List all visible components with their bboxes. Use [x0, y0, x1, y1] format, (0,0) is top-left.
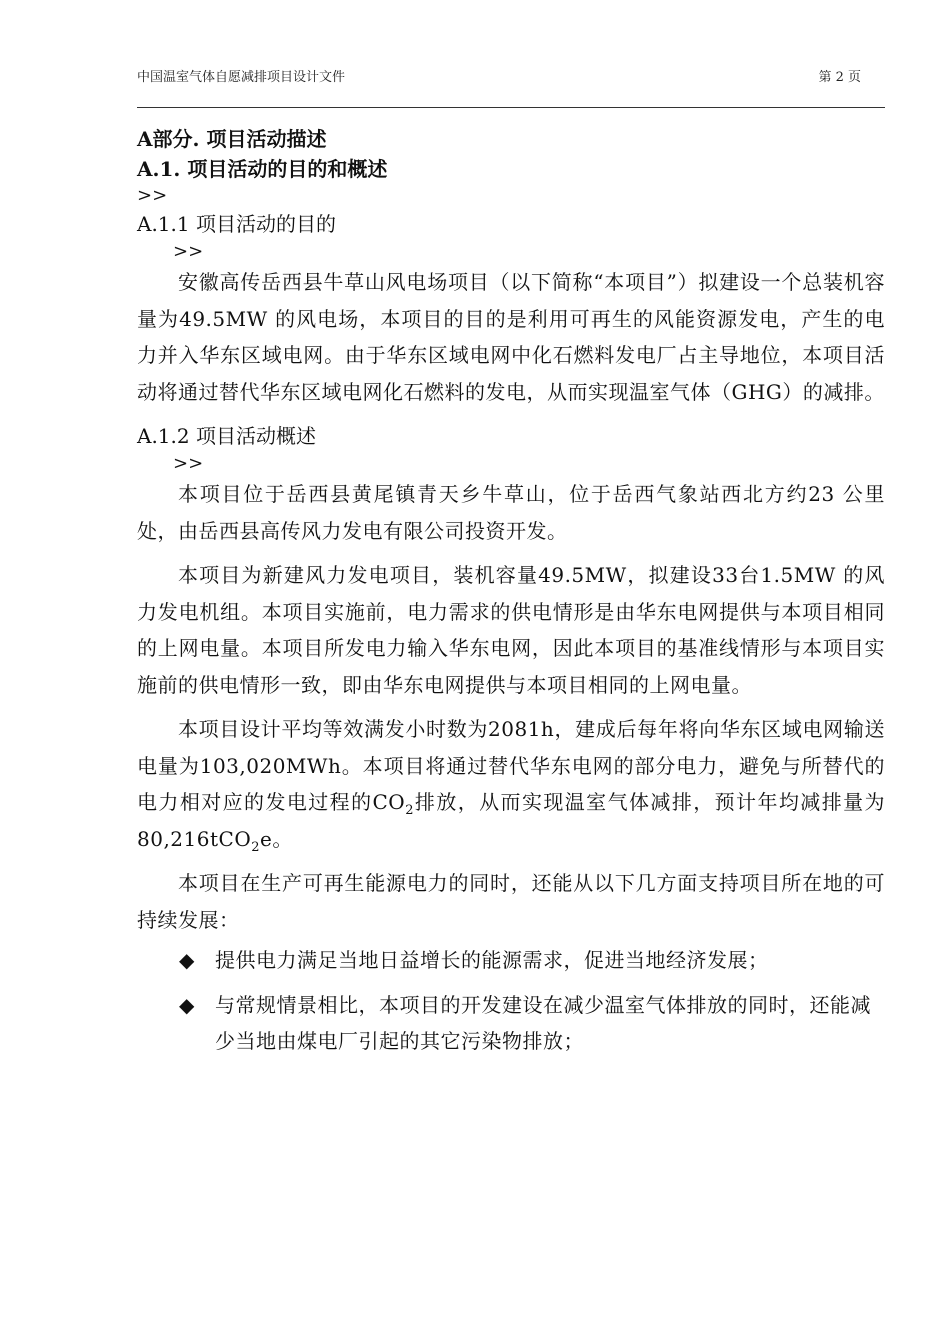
section-heading: A部分. 项目活动描述	[137, 127, 327, 151]
list-item: ◆ 与常规情景相比，本项目的开发建设在减少温室气体排放的同时，还能减少当地由煤电厂引起的其它污染物排放；	[137, 987, 885, 1060]
diamond-bullet-icon: ◆	[179, 948, 195, 972]
overview-paragraph-1: 本项目位于岳西县黄尾镇青天乡牛草山，位于岳西气象站西北方约23 公里处，由岳西县高传风力发电有限公司投资开发。	[137, 482, 885, 543]
overview-paragraph-2: 本项目为新建风力发电项目，装机容量49.5MW，拟建设33台1.5MW 的风力发电机组。本项目实施前，电力需求的供电情形是由华东电网提供与本项目相同的上网电量。本项目所发电力输入华东电网，因此本项目的基准线情形与本项目实施前的供电情形一致，即由华东电网提供与本项目相同的上网电量。	[137, 563, 885, 697]
section-marker: >>	[137, 185, 168, 206]
subsection-heading: A.1. 项目活动的目的和概述	[137, 157, 388, 181]
subscript-2: 2	[405, 803, 414, 818]
purpose-heading: A.1.1 项目活动的目的	[137, 212, 336, 236]
diamond-bullet-icon: ◆	[179, 992, 195, 1017]
list-item: ◆ 提供电力满足当地日益增长的能源需求，促进当地经济发展；	[137, 942, 885, 979]
overview-heading: A.1.2 项目活动概述	[137, 424, 316, 448]
purpose-paragraph: 安徽高传岳西县牛草山风电场项目（以下简称“本项目”）拟建设一个总装机容量为49.5MW 的风电场，本项目的目的是利用可再生的风能资源发电，产生的电力并入华东区域电网。由于华东区域电网中化石燃料发电厂占主导地位，本项目活动将通过替代华东区域电网化石燃料的发电，从而实现温室气体（GHG）的减排。	[137, 270, 885, 404]
subscript-2: 2	[251, 839, 260, 855]
overview-paragraph-4: 本项目在生产可再生能源电力的同时，还能从以下几方面支持项目所在地的可持续发展：	[137, 871, 885, 932]
overview-marker: >>	[173, 453, 204, 474]
document-title: 中国温室气体自愿减排项目设计文件	[137, 70, 346, 85]
page-number: 第 2 页	[818, 70, 861, 85]
page-header	[137, 66, 885, 86]
document-body	[137, 124, 885, 1068]
header-divider	[137, 107, 885, 108]
purpose-marker: >>	[173, 241, 204, 262]
overview-paragraph-3: 本项目设计平均等效满发小时数为2081h，建成后每年将向华东区域电网输送电量为103,020MWh。本项目将通过替代华东电网的部分电力，避免与所替代的电力相对应的发电过程的$CO_2$排放，从而实现温室气体减排，预计年均减排量为80,216tCO$_2$e。	[137, 717, 886, 855]
benefit-list	[137, 942, 885, 1060]
